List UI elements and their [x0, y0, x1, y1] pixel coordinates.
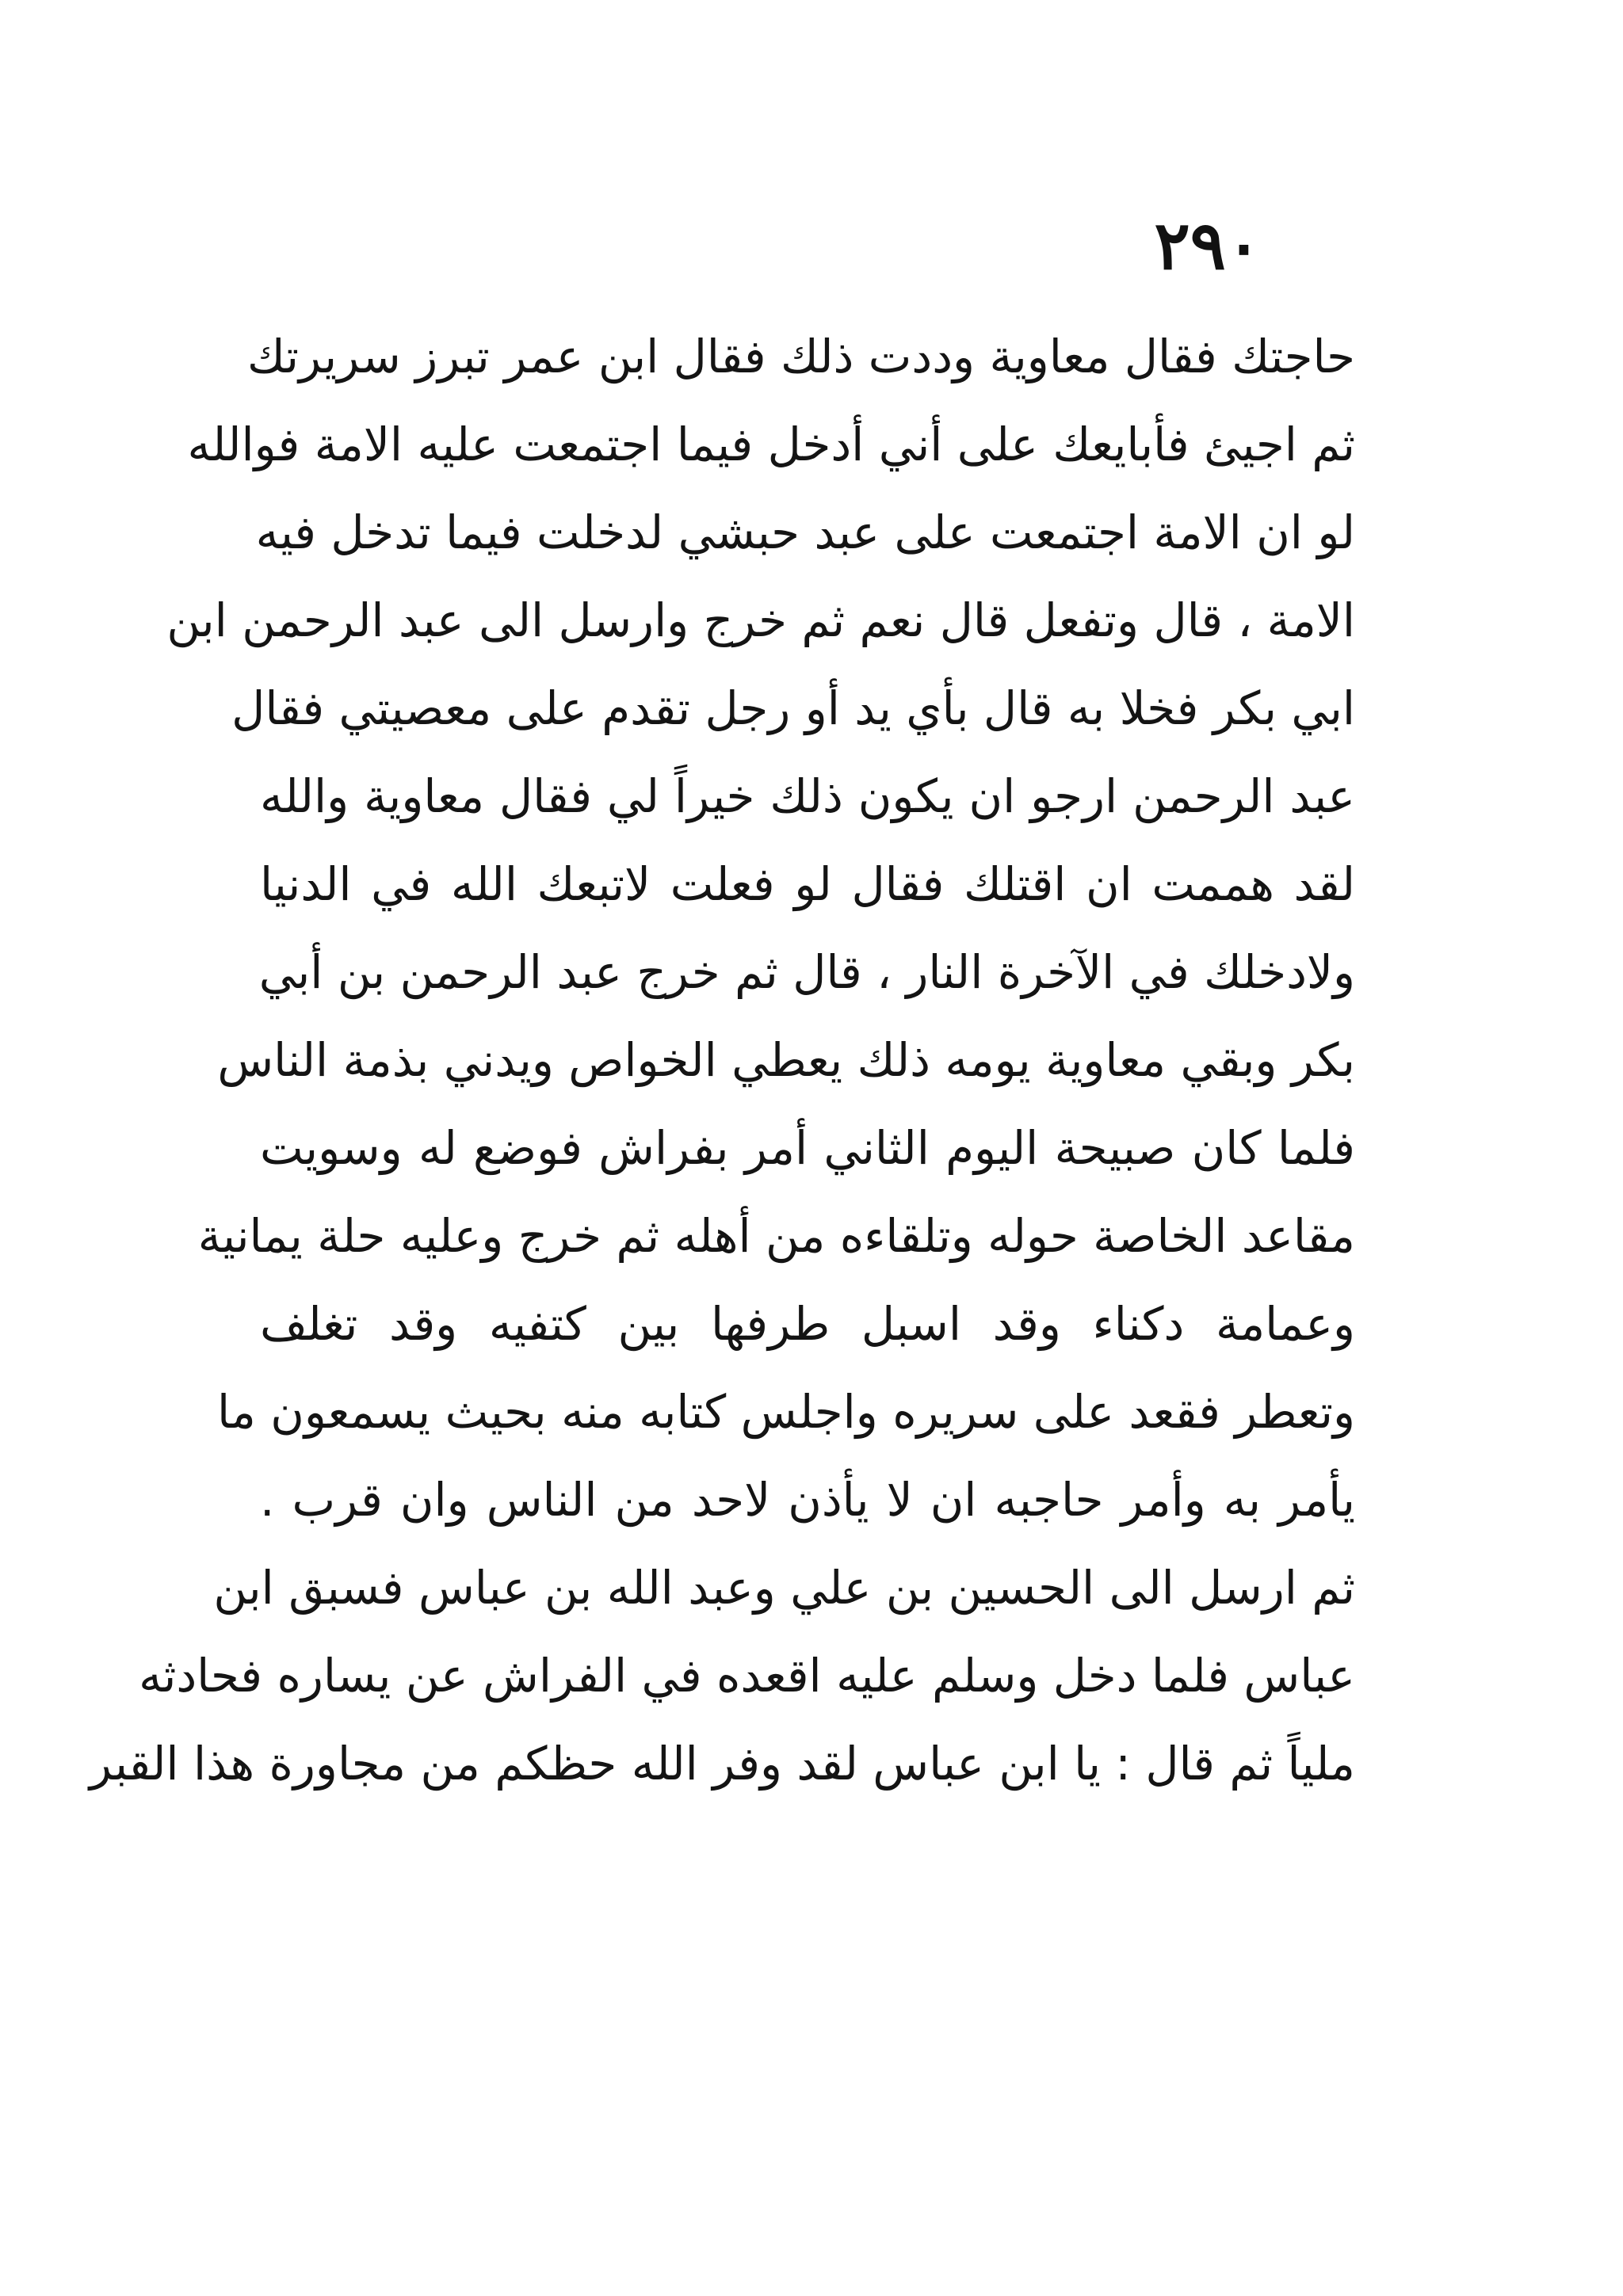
text-line: لو ان الامة اجتمعت على عبد حبشي لدخلت فيما تدخل فيه: [255, 505, 1355, 559]
text-line: حاجتك فقال معاوية وددت ذلك فقال ابن عمر تبرز سريرتك: [246, 330, 1355, 383]
text-line: مقاعد الخاصة حوله وتلقاءه من أهله ثم خرج وعليه حلة يمانية: [197, 1209, 1355, 1263]
text-line: ابي بكر فخلا به قال بأي يد أو رجل تقدم على معصيتي فقال: [231, 681, 1355, 735]
text-line: ملياً ثم قال : يا ابن عباس لقد وفر الله حظكم من مجاورة هذا القبر: [89, 1737, 1355, 1791]
text-line: ثم اجيئ فأبايعك على أني أدخل فيما اجتمعت عليه الامة فوالله: [187, 418, 1355, 471]
text-line: ولادخلك في الآخرة النار ، قال ثم خرج عبد الرحمن بن أبي: [258, 945, 1355, 999]
text-line: عباس فلما دخل وسلم عليه اقعده في الفراش عن يساره فحادثه: [139, 1649, 1355, 1703]
text-line: عبد الرحمن ارجو ان يكون ذلك خيراً لي فقال معاوية والله: [260, 769, 1355, 823]
text-line: وتعطر فقعد على سريره واجلس كتابه منه بحيث يسمعون ما: [217, 1385, 1355, 1439]
text-line: لقد هممت ان اقتلك فقال لو فعلت لاتبعك الله في الدنيا: [260, 857, 1355, 911]
text-line: يأمر به وأمر حاجبه ان لا يأذن لاحد من الناس وان قرب .: [260, 1473, 1355, 1527]
text-line: ثم ارسل الى الحسين بن علي وعبد الله بن عباس فسبق ابن: [213, 1561, 1355, 1615]
text-line: الامة ، قال وتفعل قال نعم ثم خرج وارسل الى عبد الرحمن ابن: [166, 593, 1355, 647]
text-line: فلما كان صبيحة اليوم الثاني أمر بفراش فوضع له وسويت: [260, 1121, 1355, 1175]
text-line: بكر وبقي معاوية يومه ذلك يعطي الخواص ويدني بذمة الناس: [217, 1033, 1355, 1087]
page-number: ٢٩٠: [1154, 206, 1262, 284]
text-line: وعمامة دكناء وقد اسبل طرفها بين كتفيه وقد تغلف: [260, 1297, 1355, 1351]
body-text: [89, 313, 1355, 1808]
